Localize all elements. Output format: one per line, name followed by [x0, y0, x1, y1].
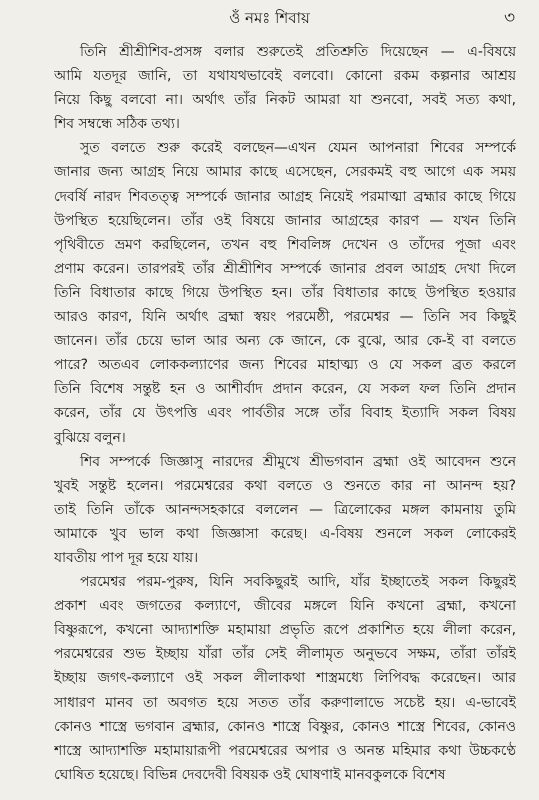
text-line: কোনও শাস্ত্রে ভগবান ব্রহ্মার, কোনও শাস্ত্রে বিষ্ণুর, কোনও শাস্ত্রে শিবের, কোনও [54, 718, 516, 735]
text-line: বুঝিয়ে বলুন। [54, 429, 126, 446]
page-body-text [54, 40, 516, 787]
text-line: প্রকাশ এবং জগতের কল্যাণে, জীবের মঙ্গলে যিনি কখনো ব্রহ্মা, কখনো [54, 598, 516, 615]
text-line: শাস্ত্রে আদ্যাশক্তি মহামায়ারূপী পরমেশ্বরের অপার ও অনন্ত মহিমার কথা উচ্চকণ্ঠে [54, 742, 516, 759]
paragraph [54, 570, 516, 787]
text-line: আরও কারণ, যিনি অর্থাৎ ব্রহ্মা স্বয়ং পরমেষ্ঠী, পরমেশ্বর — তিনি সব কিছুই [54, 309, 516, 326]
text-line: শিব সম্পর্কে জিজ্ঞাসু নারদের শ্রীমুখে শ্রীভগবান ব্রহ্মা ওই আবেদন শুনে [80, 453, 516, 470]
page-number: ৩ [503, 8, 515, 28]
running-header [0, 7, 539, 29]
text-line: দেবর্ষি নারদ শিবতত্ত্ব সম্পর্কে জানার আগ্রহ নিয়েই পরমাত্মা ব্রহ্মার কাছে গিয়ে [54, 188, 516, 205]
text-line: শিব সম্বন্ধে সঠিক তথ্য। [54, 116, 180, 133]
text-line: তাই তিনি তাঁকে আনন্দসহকারে বললেন — ত্রিলোকের মঙ্গল কামনায় তুমি [54, 501, 516, 518]
text-line: ঘোষিত হয়েছে। বিভিন্ন দেবদেবী বিষয়ক ওই ঘোষণাই মানবকুলকে বিশেষ [54, 766, 446, 783]
text-line: সাধারণ মানব তা অবগত হয়ে সতত তাঁর করুণালাভে সচেষ্ট হয়। এ-ভাবেই [54, 694, 516, 711]
text-line: করেন, তাঁর যে উৎপত্তি এবং পার্বতীর সঙ্গে তাঁর বিবাহ ইত্যাদি সকল বিষয় [54, 405, 516, 422]
text-line: উপস্থিত হয়েছিলেন। তাঁর ওই বিষয়ে জানার আগ্রহের কারণ — যখন তিনি [54, 212, 516, 229]
text-line: আমাকে খুব ভাল কথা জিজ্ঞাসা করেছ। এ-বিষয় শুনলে সকল লোকেরই [54, 525, 516, 542]
text-line: জানার জন্য আগ্রহ নিয়ে আমার কাছে এসেছেন, সেরকমই বহু আগে এক সময় [54, 164, 516, 181]
text-line: তিনি শ্রীশ্রীশিব-প্রসঙ্গ বলার শুরুতেই প্রতিশ্রুতি দিয়েছেন — এ-বিষয়ে [80, 44, 516, 60]
text-line: পারে? অতএব লোককল্যাণের জন্য শিবের মাহাত্ম্য ও যে সকল ব্রত করলে [54, 357, 516, 374]
text-line: তিনি বিধাতার কাছে গিয়ে উপস্থিত হন। তাঁর বিধাতার কাছে উপস্থিত হওয়ার [54, 284, 516, 301]
text-line: সুত বলতে শুরু করেই বলছেন—এখন যেমন আপনারা শিবের সম্পর্কে [80, 140, 516, 157]
header-title: ওঁ নমঃ শিবায় [229, 9, 310, 27]
text-line: পরমেশ্বরের শুভ ইচ্ছায় যাঁরা তাঁর সেই লীলামৃত অনুভবে সক্ষম, তাঁরা তাঁরই [54, 646, 516, 663]
text-line: পরমেশ্বর পরম-পুরুষ, যিনি সবকিছুরই আদি, যাঁর ইচ্ছাতেই সকল কিছুরই [80, 574, 516, 591]
text-line: তিনি বিশেষ সন্তুষ্ট হন ও আশীর্বাদ প্রদান করেন, যে সকল ফল তিনি প্রদান [54, 381, 516, 398]
text-line: প্রণাম করেন। তারপরই তাঁর শ্রীশ্রীশিব সম্পর্কে জানার প্রবল আগ্রহ দেখা দিলে [54, 260, 516, 277]
text-line: পৃথিবীতে ভ্রমণ করছিলেন, তখন বহু শিবলিঙ্গ দেখেন ও তাঁদের পূজা এবং [54, 236, 516, 253]
text-line: নিয়ে কিছু বলবো না। অর্থাৎ তাঁর নিকট আমরা যা শুনবো, সবই সত্য কথা, [54, 92, 516, 109]
text-line: জানেন। তাঁর চেয়ে ভাল আর অন্য কে জানে, কে বুঝে, আর কে-ই বা বলতে [54, 333, 516, 350]
text-line: ইচ্ছায় জগৎ-কল্যাণে ওই সকল লীলাকথা শাস্ত্রমধ্যে লিপিবদ্ধ করেছেন। আর [54, 670, 516, 687]
paragraph [54, 450, 516, 570]
text-line: বিষ্ণুরূপে, কখনো আদ্যাশক্তি মহামায়া প্রভৃতি রূপে প্রকাশিত হয়ে লীলা করেন, [54, 622, 516, 639]
paragraph [54, 40, 516, 136]
paragraph [54, 136, 516, 449]
text-line: খুবই সন্তুষ্ট হলেন। পরমেশ্বরের কথা বলতে ও শুনতে কার না আনন্দ হয়? [54, 477, 516, 494]
text-line: যাবতীয় পাপ দূর হয়ে যায়। [54, 549, 199, 566]
text-line: আমি যতদূর জানি, তা যথাযথভাবেই বলবো। কোনো রকম কল্পনার আশ্রয় [54, 68, 516, 85]
